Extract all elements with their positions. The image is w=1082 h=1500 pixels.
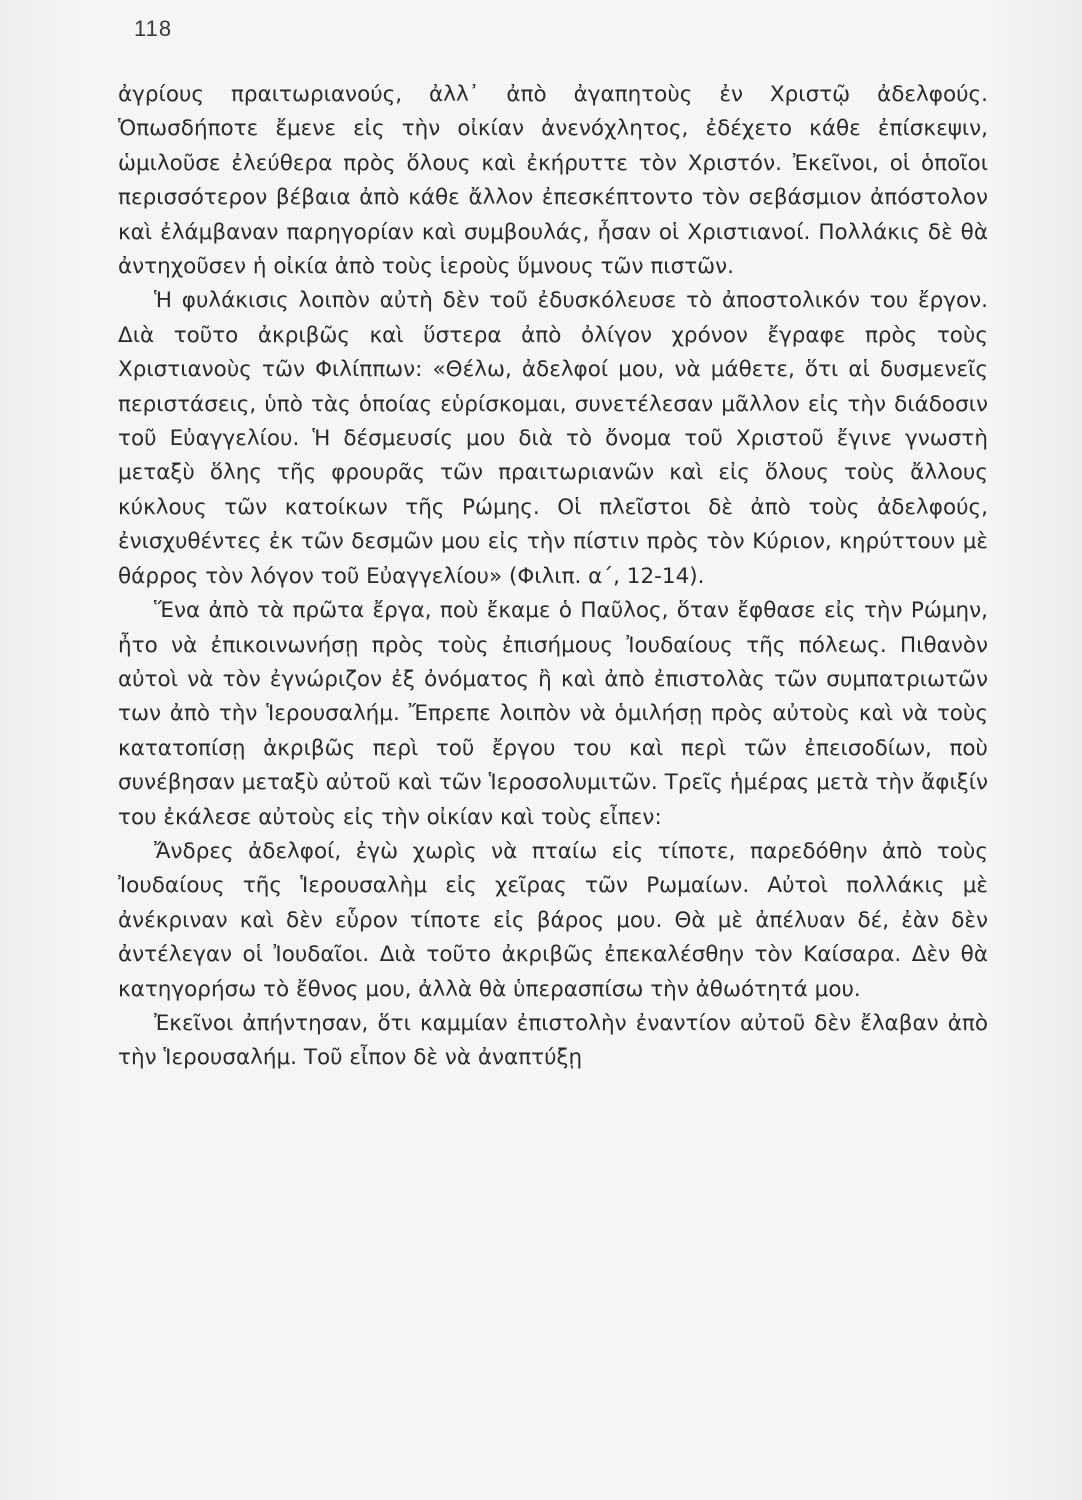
page-body-text <box>118 78 988 1076</box>
paragraph-3: Ἕνα ἀπὸ τὰ πρῶτα ἔργα, ποὺ ἔκαμε ὁ Παῦλος, ὅταν ἔφθασε εἰς τὴν Ρώμην, ἦτο νὰ ἐπικοινωνήσῃ πρὸς τοὺς ἐπισήμους Ἰουδαίους τῆς πόλεως. Πιθανὸν αὐτοὶ νὰ τὸν ἐγνώριζον ἐξ ὀνόματος ἢ καὶ ἀπὸ ἐπιστολὰς τῶν συμπατριωτῶν των ἀπὸ τὴν Ἱερουσαλήμ. Ἔπρεπε λοιπὸν νὰ ὁμιλήσῃ πρὸς αὐτοὺς καὶ νὰ τοὺς κατατοπίσῃ ἀκριβῶς περὶ τοῦ ἔργου του καὶ περὶ τῶν ἐπεισοδίων, ποὺ συνέβησαν μεταξὺ αὐτοῦ καὶ τῶν Ἱεροσολυμιτῶν. Τρεῖς ἡμέρας μετὰ τὴν ἄφιξίν του ἐκάλεσε αὐτοὺς εἰς τὴν οἰκίαν καὶ τοὺς εἶπεν: <box>118 598 988 830</box>
paragraph-2: Ἡ φυλάκισις λοιπὸν αὐτὴ δὲν τοῦ ἐδυσκόλευσε τὸ ἀποστολικόν του ἔργον. Διὰ τοῦτο ἀκριβῶς καὶ ὕστερα ἀπὸ ὀλίγον χρόνον ἔγραφε πρὸς τοὺς Χριστιανοὺς τῶν Φιλίππων: «Θέλω, ἀδελφοί μου, νὰ μάθετε, ὅτι αἱ δυσμενεῖς περιστάσεις, ὑπὸ τὰς ὁποίας εὑρίσκομαι, συνετέλεσαν μᾶλλον εἰς τὴν διάδοσιν τοῦ Εὐαγγελίου. Ἡ δέσμευσίς μου διὰ τὸ ὄνομα τοῦ Χριστοῦ ἔγινε γνωστὴ μεταξὺ ὅλης τῆς φρουρᾶς τῶν πραιτωριανῶν καὶ εἰς ὅλους τοὺς ἄλλους κύκλους τῶν κατοίκων τῆς Ρώμης. Οἱ πλεῖστοι δὲ ἀπὸ τοὺς ἀδελφούς, ἐνισχυθέντες ἐκ τῶν δεσμῶν μου εἰς τὴν πίστιν πρὸς τὸν Κύριον, κηρύττουν μὲ θάρρος τὸν λόγον τοῦ Εὐαγγελίου» (Φιλιπ. α΄, 12-14). <box>118 288 988 589</box>
paragraph-5: Ἐκεῖνοι ἀπήντησαν, ὅτι καμμίαν ἐπιστολὴν ἐναντίον αὐτοῦ δὲν ἔλαβαν ἀπὸ τὴν Ἱερουσαλήμ. Τοῦ εἶπον δὲ νὰ ἀναπτύξῃ <box>118 1010 988 1071</box>
page-number: 118 <box>134 16 173 41</box>
paragraph-1: ἀγρίους πραιτωριανούς, ἀλλ᾽ ἀπὸ ἀγαπητοὺς ἐν Χριστῷ ἀδελφούς. Ὁπωσδήποτε ἔμενε εἰς τὴν οἰκίαν ἀνενόχλητος, ἐδέχετο κάθε ἐπίσκεψιν, ὡμιλοῦσε ἐλεύθερα πρὸς ὅλους καὶ ἐκήρυττε τὸν Χριστόν. Ἐκεῖνοι, οἱ ὁποῖοι περισσότερον βέβαια ἀπὸ κάθε ἄλλον ἐπεσκέπτοντο τὸν σεβάσμιον ἀπόστολον καὶ ἐλάμβαναν παρηγορίαν καὶ συμβουλάς, ἦσαν οἱ Χριστιανοί. Πολλάκις δὲ θὰ ἀντηχοῦσεν ἡ οἰκία ἀπὸ τοὺς ἱεροὺς ὕμνους τῶν πιστῶν. <box>118 82 988 280</box>
paragraph-4: Ἄνδρες ἀδελφοί, ἐγὼ χωρὶς νὰ πταίω εἰς τίποτε, παρεδόθην ἀπὸ τοὺς Ἰουδαίους τῆς Ἱερουσαλὴμ εἰς χεῖρας τῶν Ρωμαίων. Αὐτοὶ πολλάκις μὲ ἀνέκριναν καὶ δὲν εὗρον τίποτε εἰς βάρος μου. Θὰ μὲ ἀπέλυαν δέ, ἐὰν δὲν ἀντέλεγαν οἱ Ἰουδαῖοι. Διὰ τοῦτο ἀκριβῶς ἐπεκαλέσθην τὸν Καίσαρα. Δὲν θὰ κατηγορήσω τὸ ἔθνος μου, ἀλλὰ θὰ ὑπερασπίσω τὴν ἀθωότητά μου. <box>118 838 988 1002</box>
